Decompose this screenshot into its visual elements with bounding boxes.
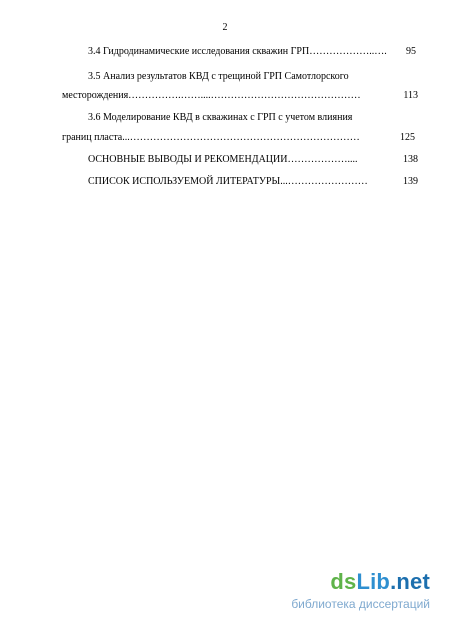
toc-page-3-4: 95 (406, 46, 416, 57)
dslib-watermark-logo (272, 570, 442, 614)
watermark-ds: ds (330, 569, 357, 594)
page-number: 2 (222, 22, 228, 33)
toc-entry-3-5-line1: 3.5 Анализ результатов КВД с трещиной ГРП Самотлорского (88, 71, 349, 82)
toc-page-conclusions: 138 (403, 154, 418, 165)
toc-entry-3-5-line2: месторождения…………….……....……………………………………… (62, 90, 361, 101)
toc-page-3-5: 113 (403, 90, 418, 101)
toc-entry-3-6-line1: 3.6 Моделирование КВД в скважинах с ГРП с учетом влияния (88, 112, 353, 123)
toc-entry-3-6-line2: границ пласта...…………………………………………………………… (62, 132, 360, 143)
toc-page-3-6: 125 (400, 132, 415, 143)
toc-page-references: 139 (403, 176, 418, 187)
toc-entry-references: СПИСОК ИСПОЛЬЗУЕМОЙ ЛИТЕРАТУРЫ...…………………… (88, 176, 368, 187)
watermark-title (330, 570, 430, 594)
watermark-net: .net (390, 569, 430, 594)
watermark-subtitle: библиотека диссертаций (291, 597, 430, 611)
toc-entry-3-4: 3.4 Гидродинамические исследования скважин ГРП………………..…. (88, 46, 387, 57)
watermark-lib: Lib (356, 569, 391, 594)
toc-entry-conclusions: ОСНОВНЫЕ ВЫВОДЫ И РЕКОМЕНДАЦИИ……………….... (88, 154, 358, 165)
